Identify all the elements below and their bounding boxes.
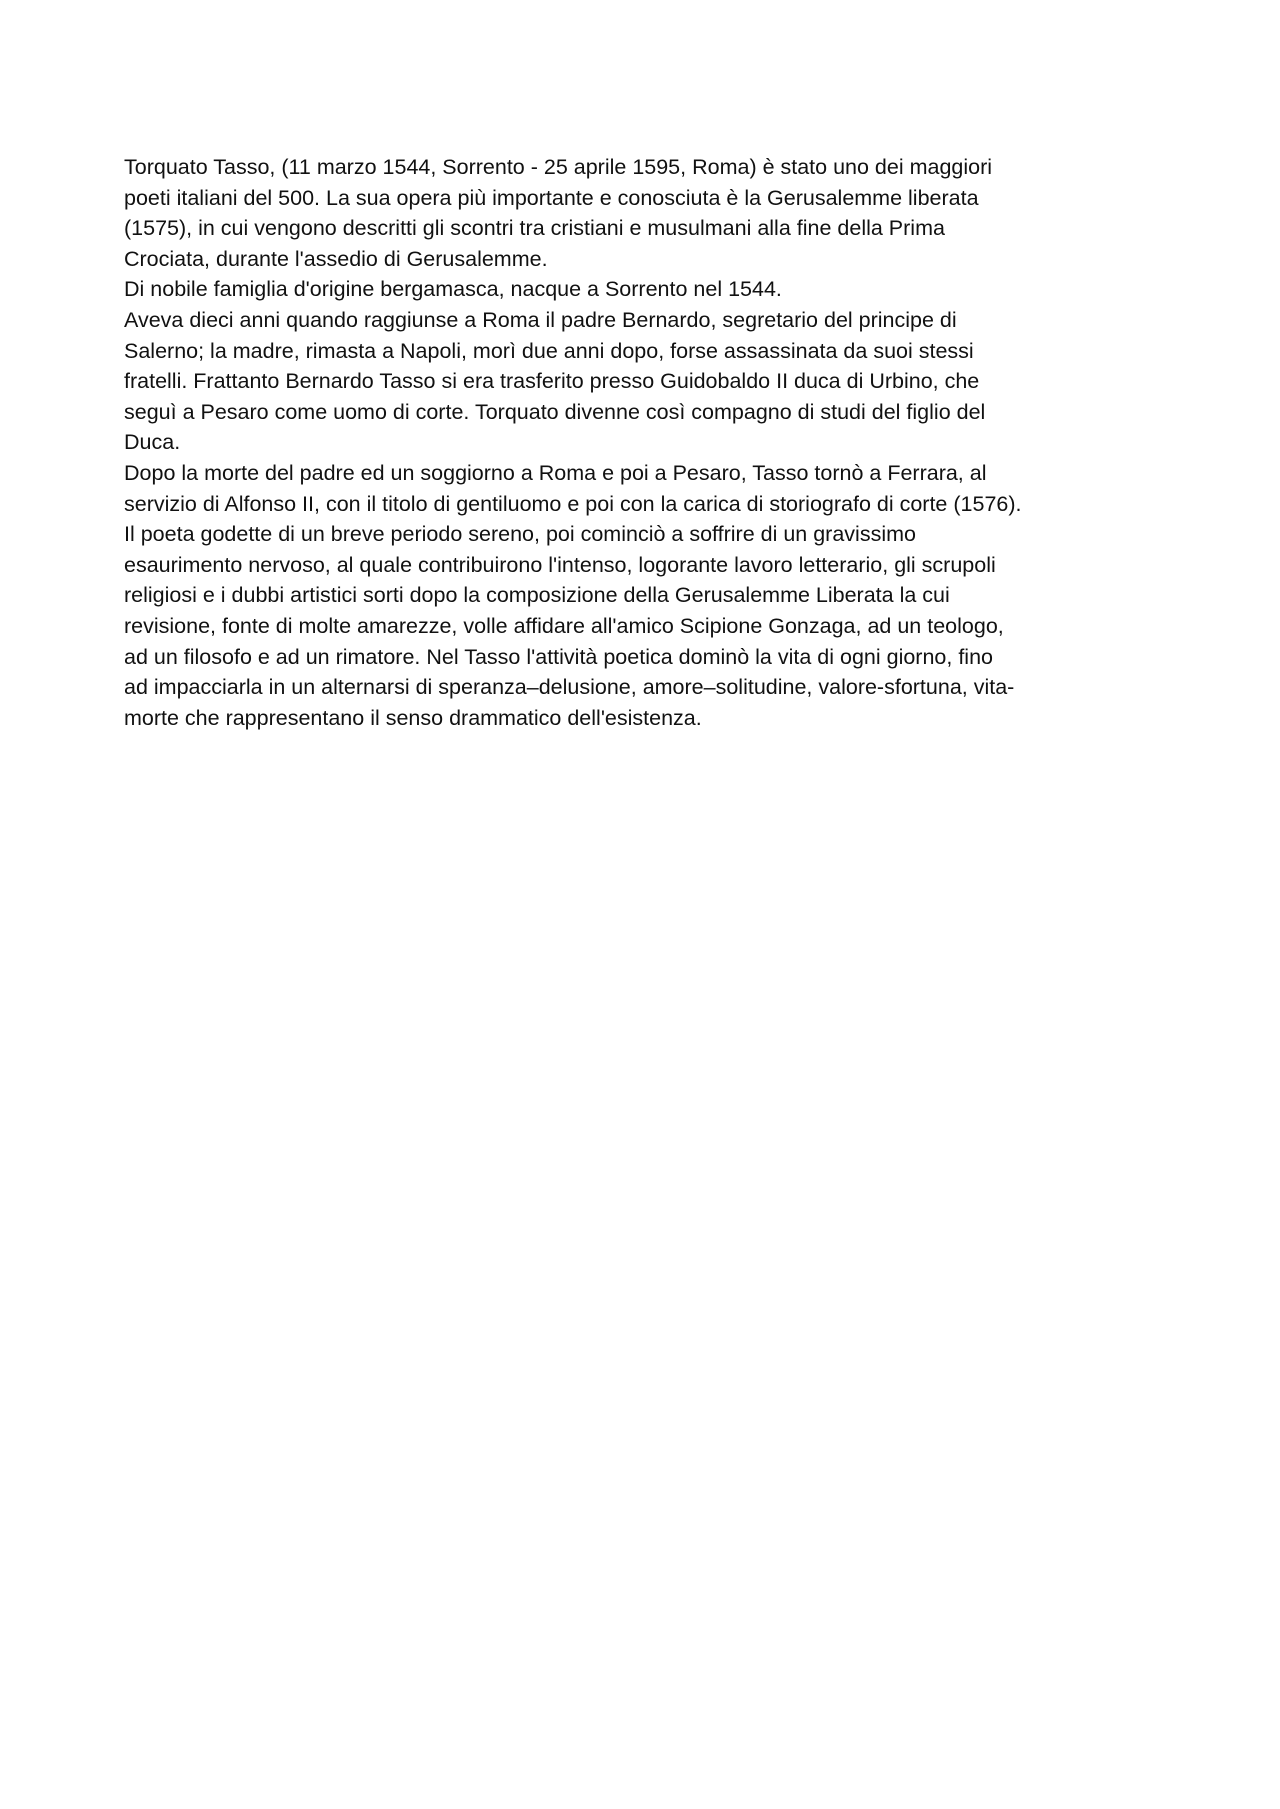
text-line: Di nobile famiglia d'origine bergamasca, nacque a Sorrento nel 1544.: [124, 277, 782, 302]
text-line: fratelli. Frattanto Bernardo Tasso si era trasferito presso Guidobaldo II duca di Urbino, che: [124, 369, 980, 394]
text-line: revisione, fonte di molte amarezze, volle affidare all'amico Scipione Gonzaga, ad un teologo,: [124, 613, 1004, 638]
text-line: poeti italiani del 500. La sua opera più importante e conosciuta è la Gerusalemme liberata: [124, 185, 979, 210]
text-line: religiosi e i dubbi artistici sorti dopo la composizione della Gerusalemme Liberata la cui: [124, 583, 950, 608]
text-line: seguì a Pesaro come uomo di corte. Torquato divenne così compagno di studi del figlio del: [124, 399, 986, 424]
text-line: esaurimento nervoso, al quale contribuirono l'intenso, logorante lavoro letterario, gli scrupoli: [124, 552, 996, 577]
text-line: Dopo la morte del padre ed un soggiorno a Roma e poi a Pesaro, Tasso tornò a Ferrara, al: [124, 460, 987, 485]
text-line: ad impacciarla in un alternarsi di speranza–delusione, amore–solitudine, valore-sfortuna, vita-: [124, 675, 1015, 700]
text-line: ad un filosofo e ad un rimatore. Nel Tasso l'attività poetica dominò la vita di ogni giorno, fino: [124, 644, 993, 669]
text-line: Duca.: [124, 430, 181, 455]
text-line: Torquato Tasso, (11 marzo 1544, Sorrento - 25 aprile 1595, Roma) è stato uno dei maggiori: [124, 155, 993, 179]
text-line: Crociata, durante l'assedio di Gerusalemme.: [124, 246, 548, 271]
text-line: (1575), in cui vengono descritti gli scontri tra cristiani e musulmani alla fine della Prima: [124, 216, 945, 241]
text-line: morte che rappresentano il senso drammatico dell'esistenza.: [124, 705, 702, 730]
body-text: [124, 152, 1169, 733]
text-line: servizio di Alfonso II, con il titolo di gentiluomo e poi con la carica di storiografo di corte (1576).: [124, 491, 1022, 516]
text-line: Il poeta godette di un breve periodo sereno, poi cominciò a soffrire di un gravissimo: [124, 522, 916, 547]
text-line: Salerno; la madre, rimasta a Napoli, morì due anni dopo, forse assassinata da suoi stessi: [124, 338, 974, 363]
text-line: Aveva dieci anni quando raggiunse a Roma il padre Bernardo, segretario del principe di: [124, 307, 957, 332]
